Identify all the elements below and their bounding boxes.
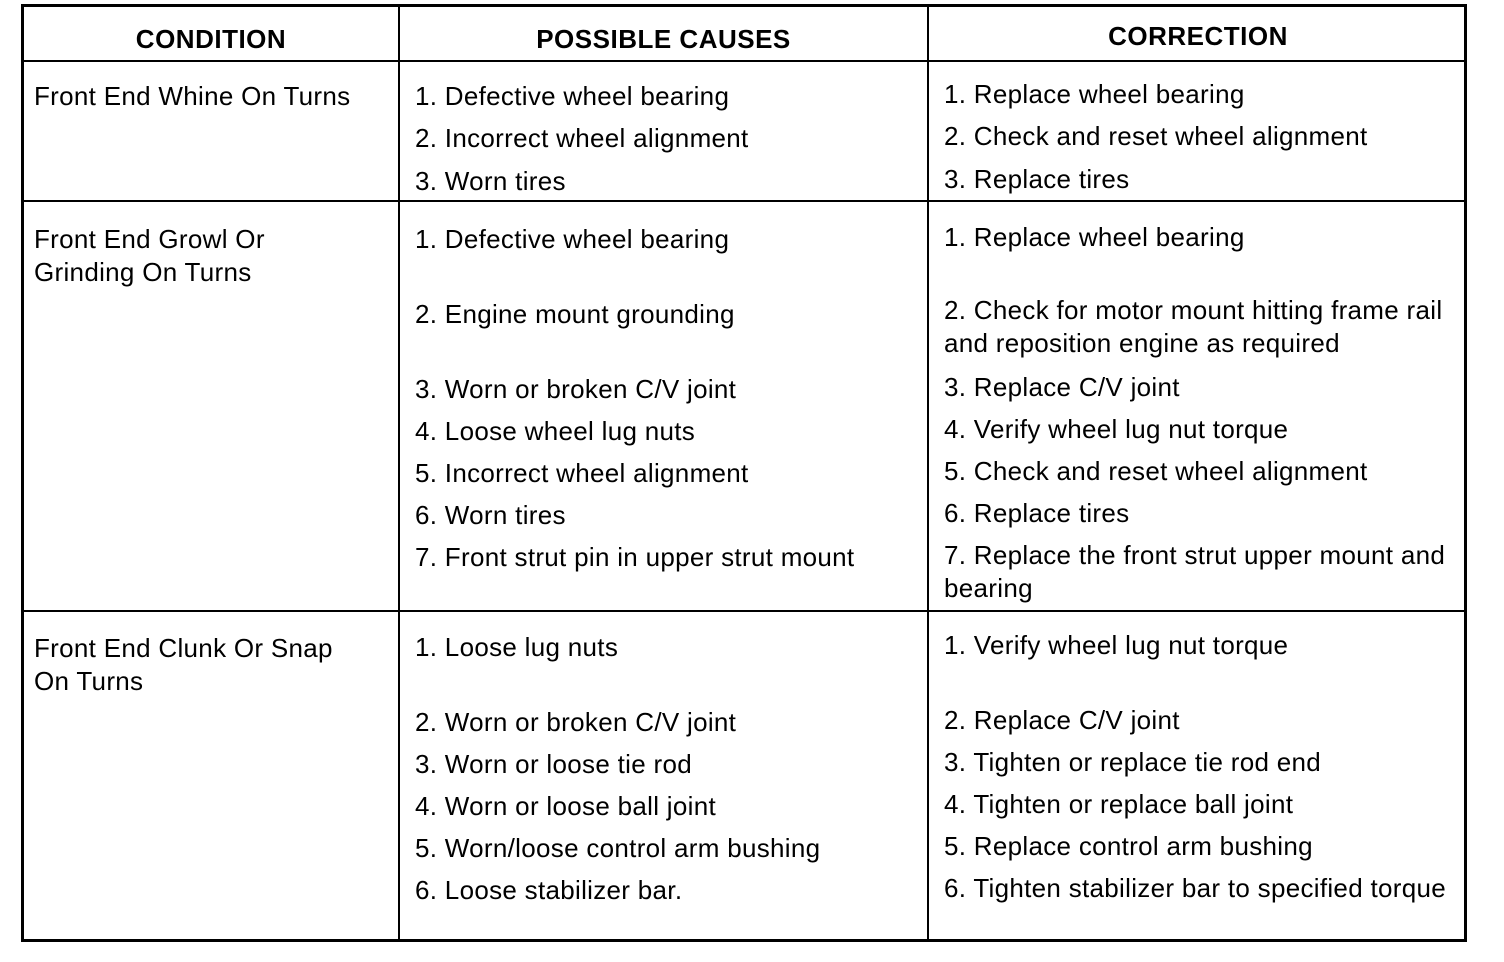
correction-item: 5. Replace control arm bushing	[944, 831, 1313, 861]
correction-item: 4. Verify wheel lug nut torque	[944, 414, 1289, 444]
cause-item: 3. Worn or loose tie rod	[415, 749, 692, 779]
correction-item: 2. Check and reset wheel alignment	[944, 121, 1368, 151]
correction-item: 2. Replace C/V joint	[944, 705, 1180, 735]
correction-item: 4. Tighten or replace ball joint	[944, 789, 1294, 819]
header-condition: CONDITION	[135, 24, 287, 54]
cause-item: 5. Worn/loose control arm bushing	[415, 833, 821, 863]
column-divider-2	[927, 7, 929, 939]
header-correction: CORRECTION	[1108, 21, 1288, 51]
diagnosis-table	[21, 4, 1467, 942]
condition-text: Front End Clunk Or Snap On Turns	[34, 633, 333, 696]
cause-item: 2. Incorrect wheel alignment	[415, 123, 749, 153]
row-divider-1	[24, 200, 1464, 202]
cause-item: 7. Front strut pin in upper strut mount	[415, 542, 855, 572]
correction-item: 1. Replace wheel bearing	[944, 222, 1245, 252]
cause-item: 4. Loose wheel lug nuts	[415, 416, 696, 446]
correction-item: 1. Replace wheel bearing	[944, 79, 1245, 109]
correction-item: 3. Replace tires	[944, 164, 1130, 194]
correction-item: 2. Check for motor mount hitting frame rail and reposition engine as required	[944, 295, 1443, 358]
correction-item: 3. Tighten or replace tie rod end	[944, 747, 1322, 777]
header-possible-causes: POSSIBLE CAUSES	[536, 24, 791, 54]
correction-item: 7. Replace the front strut upper mount and bearing	[944, 540, 1446, 603]
condition-text: Front End Whine On Turns	[34, 81, 351, 111]
header-divider	[24, 60, 1464, 62]
cause-item: 2. Engine mount grounding	[415, 299, 735, 329]
cause-item: 4. Worn or loose ball joint	[415, 791, 716, 821]
cause-item: 3. Worn or broken C/V joint	[415, 374, 737, 404]
cause-item: 1. Loose lug nuts	[415, 632, 619, 662]
cause-item: 3. Worn tires	[415, 166, 566, 196]
correction-item: 6. Replace tires	[944, 498, 1130, 528]
cause-item: 6. Worn tires	[415, 500, 566, 530]
column-divider-1	[398, 7, 400, 939]
cause-item: 1. Defective wheel bearing	[415, 81, 730, 111]
correction-item: 6. Tighten stabilizer bar to specified torque	[944, 873, 1447, 903]
cause-item: 2. Worn or broken C/V joint	[415, 707, 737, 737]
correction-item: 1. Verify wheel lug nut torque	[944, 630, 1289, 660]
condition-text: Front End Growl Or Grinding On Turns	[34, 224, 265, 287]
cause-item: 5. Incorrect wheel alignment	[415, 458, 749, 488]
correction-item: 5. Check and reset wheel alignment	[944, 456, 1368, 486]
row-divider-2	[24, 610, 1464, 612]
cause-item: 6. Loose stabilizer bar.	[415, 875, 683, 905]
cause-item: 1. Defective wheel bearing	[415, 224, 730, 254]
correction-item: 3. Replace C/V joint	[944, 372, 1180, 402]
